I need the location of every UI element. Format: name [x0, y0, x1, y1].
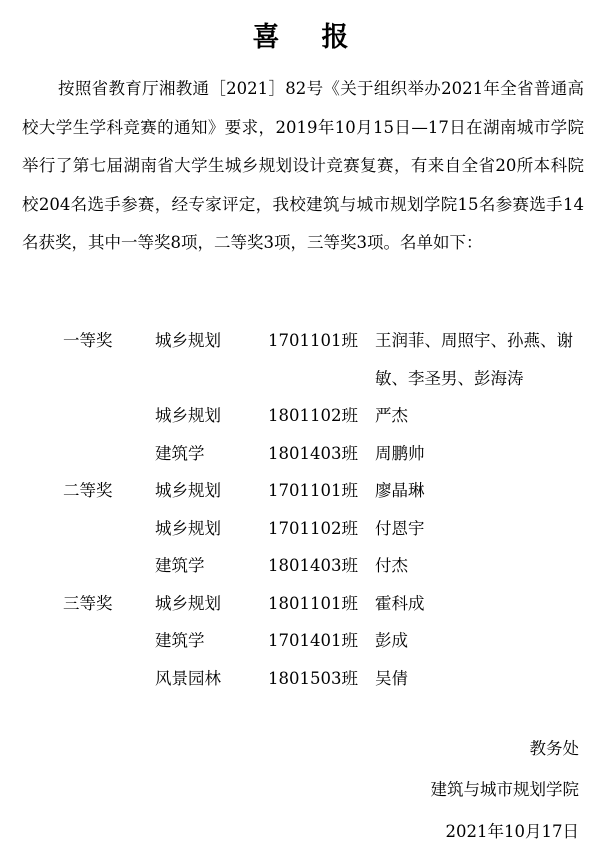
- award-class: 1701101班: [268, 331, 358, 350]
- signoff-college: 建筑与城市规划学院: [430, 780, 579, 799]
- award-class: 1801403班: [268, 556, 358, 575]
- award-row: [0, 660, 601, 698]
- award-class: 1801102班: [268, 406, 358, 425]
- award-class: 1801503班: [268, 668, 358, 688]
- announcement-body: 按照省教育厅湘教通［2021］82号《关于组织举办2021年全省普通高校大学生学科竞赛的通知》要求，2019年10月15日—17日在湖南城市学院举行了第七届湖南省大学生城乡规划设计竞赛复赛，有来自全省20所本科院校204名选手参赛，经专家评定，我校建筑与城市规划学院15名参赛选手14名获奖，其中一等奖8项，二等奖3项，三等奖3项。名单如下：: [22, 79, 584, 252]
- signoff-office: 教务处: [529, 739, 579, 758]
- award-row: [0, 472, 601, 510]
- award-major: 城乡规划: [155, 593, 221, 613]
- award-names: 付恩宇: [375, 518, 425, 538]
- award-names: 周鹏帅: [375, 443, 425, 463]
- award-list: [0, 322, 601, 697]
- award-names: 王润菲、周照宇、孙燕、谢敏、李圣男、彭海涛: [375, 331, 573, 388]
- award-class: 1701101班: [268, 481, 358, 500]
- signoff-date: 2021年10月17日: [445, 822, 579, 841]
- award-major: 建筑学: [155, 556, 205, 575]
- award-row: [0, 585, 601, 623]
- award-level: 二等奖: [63, 481, 113, 500]
- award-class: 1801403班: [268, 443, 358, 463]
- award-class: 1701401班: [268, 631, 358, 650]
- award-major: 风景园林: [155, 668, 221, 688]
- award-names: 彭成: [375, 631, 408, 650]
- award-major: 城乡规划: [155, 481, 221, 500]
- award-row: [0, 435, 601, 473]
- award-major: 城乡规划: [155, 518, 221, 538]
- award-names: 吴倩: [375, 668, 408, 688]
- award-names: 严杰: [375, 406, 408, 425]
- award-level: 一等奖: [63, 331, 113, 350]
- award-level: 三等奖: [63, 593, 113, 613]
- award-row: [0, 547, 601, 585]
- award-row: [0, 622, 601, 660]
- award-major: 建筑学: [155, 631, 205, 650]
- award-major: 建筑学: [155, 443, 205, 463]
- award-row: [0, 322, 601, 397]
- award-class: 1801101班: [268, 593, 358, 613]
- award-row: [0, 397, 601, 435]
- award-names: 付杰: [375, 556, 408, 575]
- award-row: [0, 510, 601, 548]
- award-names: 廖晶琳: [375, 481, 425, 500]
- award-names: 霍科成: [375, 593, 425, 613]
- award-class: 1701102班: [268, 518, 358, 538]
- page-title: 喜报: [252, 22, 391, 53]
- award-major: 城乡规划: [155, 331, 221, 350]
- award-major: 城乡规划: [155, 406, 221, 425]
